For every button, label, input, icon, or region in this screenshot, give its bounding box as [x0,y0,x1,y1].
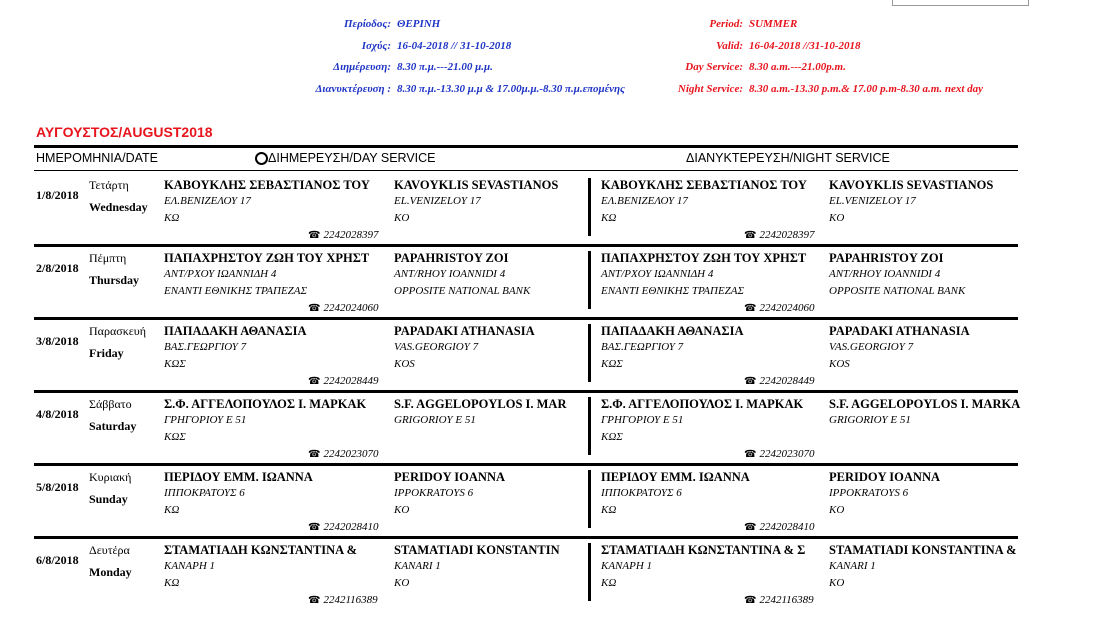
day-service-address-gr: ΑΝΤ/ΡΧΟΥ ΙΩΑΝΝΙΔΗ 4 [164,268,277,280]
night-service-name-en: KAVOYKLIS SEVASTIANOS [829,178,994,192]
day-service-name-gr: ΠΑΠΑΔΑΚΗ ΑΘΑΝΑΣΙΑ [164,324,307,338]
night-service-value-en: 8.30 a.m.-13.30 p.m.& 17.00 p.m-8.30 a.m. next day [749,83,984,95]
night-service-label-en: Night Service: [677,83,743,95]
phone-number: 2242023070 [323,448,379,460]
night-service-address-gr: ΒΑΣ.ΓΕΩΡΓΙΟΥ 7 [601,341,684,353]
phone-icon: ☎ [308,230,321,241]
night-service-phone [744,594,814,606]
night-service-name-gr: ΠΑΠΑΔΑΚΗ ΑΘΑΝΑΣΙΑ [601,324,744,338]
phone-icon: ☎ [308,449,321,460]
phone-number: 2242028410 [759,521,815,533]
row-weekday-gr: Παρασκευή [89,324,146,338]
night-service-address-gr: ΑΝΤ/ΡΧΟΥ ΙΩΑΝΝΙΔΗ 4 [601,268,714,280]
night-service-name-en: PAPADAKI ATHANASIA [829,324,970,338]
row-weekday-en: Monday [89,565,132,579]
day-service-extra-gr: ΚΩΣ [164,358,186,370]
night-service-address-gr: ΓΡΗΓΟΡΙΟΥ Ε 51 [601,414,684,426]
row-date: 4/8/2018 [36,407,79,421]
row-weekday-gr: Κυριακή [89,470,132,484]
row-separator [34,390,1018,393]
day-service-name-en: PAPADAKI ATHANASIA [394,324,535,338]
column-header-night-service: ΔΙΑΝΥΚΤΕΡΕΥΣΗ/NIGHT SERVICE [686,151,890,165]
day-service-extra-gr: ΕΝΑΝΤΙ ΕΘΝΙΚΗΣ ΤΡΑΠΕΖΑΣ [164,285,308,297]
phone-number: 2242116389 [759,594,814,606]
table-row [0,318,1116,391]
phone-icon: ☎ [308,595,321,606]
row-weekday-en: Friday [89,346,124,360]
day-service-address-en: EL.VENIZELOY 17 [394,195,481,207]
valid-value-en: 16-04-2018 //31-10-2018 [749,40,861,52]
night-service-extra-en: OPPOSITE NATIONAL BANK [829,285,966,297]
row-weekday-en: Saturday [89,419,137,433]
day-service-phone [308,375,378,387]
phone-number: 2242023070 [759,448,815,460]
day-service-address-en: VAS.GEORGIOY 7 [394,341,479,353]
day-service-label-en: Day Service: [685,61,743,73]
phone-number: 2242024060 [759,302,815,314]
night-service-extra-gr: ΕΝΑΝΤΙ ΕΘΝΙΚΗΣ ΤΡΑΠΕΖΑΣ [601,285,745,297]
table-row [0,391,1116,464]
day-service-address-gr: ΒΑΣ.ΓΕΩΡΓΙΟΥ 7 [164,341,247,353]
day-service-address-gr: ΚΑΝΑΡΗ 1 [164,560,216,572]
day-service-name-en: KAVOYKLIS SEVASTIANOS [394,178,559,192]
day-service-phone [308,302,378,314]
row-separator [34,536,1018,539]
period-label-gr: Περίοδος: [344,18,391,30]
period-label-en: Period: [709,18,743,30]
day-service-name-en: S.F. AGGELOPOYLOS I. MAR [394,397,567,411]
day-service-extra-en: KOS [394,358,415,370]
row-separator [34,317,1018,320]
day-service-phone [308,448,378,460]
night-service-address-en: VAS.GEORGIOY 7 [829,341,914,353]
day-service-extra-en: OPPOSITE NATIONAL BANK [394,285,531,297]
night-service-address-en: GRIGORIOY E 51 [829,414,911,426]
column-header-day-service: ΔΙΗΜΕΡΕΥΣΗ/DAY SERVICE [268,151,436,165]
day-service-name-gr: ΠΕΡΙΔΟΥ ΕΜΜ. ΙΩΑΝΝΑ [164,470,313,484]
night-service-address-gr: ΕΛ.ΒΕΝΙΖΕΛΟΥ 17 [601,195,688,207]
night-service-label-gr: Διανυκτέρευση : [315,83,391,95]
night-service-name-gr: ΠΕΡΙΔΟΥ ΕΜΜ. ΙΩΑΝΝΑ [601,470,750,484]
night-service-name-gr: ΚΑΒΟΥΚΛΗΣ ΣΕΒΑΣΤΙΑΝΟΣ ΤΟΥ [601,178,807,192]
table-row [0,537,1116,610]
day-service-name-en: PAPAHRISTOY ZOI [394,251,509,265]
night-service-phone [744,229,814,241]
phone-icon: ☎ [744,376,757,387]
day-service-name-en: PERIDOY IOANNA [394,470,505,484]
night-service-extra-gr: ΚΩ [601,504,617,516]
row-weekday-gr: Σάββατο [89,397,132,411]
night-service-extra-gr: ΚΩΣ [601,358,623,370]
day-service-phone [308,229,378,241]
phone-icon: ☎ [308,303,321,314]
row-separator [34,244,1018,247]
phone-number: 2242028397 [759,229,815,241]
night-service-address-en: KANARI 1 [829,560,876,572]
phone-number: 2242028449 [323,375,379,387]
valid-value-gr: 16-04-2018 // 31-10-2018 [397,40,512,52]
night-service-extra-gr: ΚΩ [601,212,617,224]
night-service-address-gr: ΚΑΝΑΡΗ 1 [601,560,653,572]
row-date: 1/8/2018 [36,188,79,202]
phone-number: 2242028449 [759,375,815,387]
night-service-extra-en: KOS [829,358,850,370]
day-service-value-en: 8.30 a.m.---21.00p.m. [749,61,846,73]
header-bottom-rule [34,170,1018,171]
day-service-extra-gr: ΚΩ [164,577,180,589]
night-service-name-en: S.F. AGGELOPOYLOS I. MARKA [829,397,1021,411]
night-service-extra-gr: ΚΩ [601,577,617,589]
day-service-value-gr: 8.30 π.μ.---21.00 μ.μ. [397,61,493,73]
day-service-address-en: ANT/RHOY IOANNIDI 4 [394,268,506,280]
column-header-date: ΗΜΕΡΟΜΗΝΙΑ/DATE [36,151,158,165]
column-divider [588,470,591,528]
phone-icon: ☎ [744,449,757,460]
day-service-address-gr: ΙΠΠΟΚΡΑΤΟΥΣ 6 [164,487,245,499]
night-service-phone [744,302,814,314]
night-service-phone [744,375,814,387]
phone-icon: ☎ [744,522,757,533]
period-value-en: SUMMER [749,18,798,30]
night-service-phone [744,448,814,460]
row-weekday-en: Wednesday [89,200,148,214]
day-service-label-gr: Διημέρευση: [333,61,391,73]
night-service-address-en: EL.VENIZELOY 17 [829,195,916,207]
period-value-gr: ΘΕΡΙΝΗ [397,18,441,30]
night-service-name-en: STAMATIADI KONSTANTINA & [829,543,1017,557]
day-service-phone [308,594,378,606]
day-service-extra-en: KO [394,577,410,589]
day-service-address-en: GRIGORIOY E 51 [394,414,476,426]
column-divider [588,251,591,309]
row-separator [34,463,1018,466]
night-service-address-en: IPPOKRATOYS 6 [829,487,909,499]
row-weekday-gr: Πέμπτη [89,251,127,265]
day-service-extra-gr: ΚΩ [164,504,180,516]
column-divider [588,543,591,601]
night-service-extra-gr: ΚΩΣ [601,431,623,443]
day-service-address-gr: ΓΡΗΓΟΡΙΟΥ Ε 51 [164,414,247,426]
row-date: 6/8/2018 [36,553,79,567]
day-service-name-gr: ΠΑΠΑΧΡΗΣΤΟΥ ΖΩΗ ΤΟΥ ΧΡΗΣΤ [164,251,370,265]
table-row [0,172,1116,245]
night-service-extra-en: KO [829,577,845,589]
phone-number: 2242116389 [323,594,378,606]
circle-icon [255,152,268,165]
phone-icon: ☎ [308,376,321,387]
day-service-extra-gr: ΚΩ [164,212,180,224]
row-weekday-en: Thursday [89,273,140,287]
day-service-name-gr: ΣΤΑΜΑΤΙΑΔΗ ΚΩΝΣΤΑΝΤΙΝΑ & [164,543,358,557]
night-service-name-gr: ΣΤΑΜΑΤΙΑΔΗ ΚΩΝΣΤΑΝΤΙΝΑ & Σ [601,543,806,557]
row-weekday-gr: Τετάρτη [89,178,129,192]
phone-number: 2242028410 [323,521,379,533]
column-divider [588,397,591,455]
day-service-address-en: IPPOKRATOYS 6 [394,487,474,499]
night-service-name-en: PAPAHRISTOY ZOI [829,251,944,265]
day-service-extra-en: KO [394,212,410,224]
row-weekday-en: Sunday [89,492,128,506]
valid-label-gr: Ισχύς: [361,40,391,52]
day-service-name-gr: ΚΑΒΟΥΚΛΗΣ ΣΕΒΑΣΤΙΑΝΟΣ ΤΟΥ [164,178,370,192]
night-service-name-gr: ΠΑΠΑΧΡΗΣΤΟΥ ΖΩΗ ΤΟΥ ΧΡΗΣΤ [601,251,807,265]
night-service-name-gr: Σ.Φ. ΑΓΓΕΛΟΠΟΥΛΟΣ Ι. ΜΑΡΚΑΚ [601,397,804,411]
phone-number: 2242028397 [323,229,379,241]
row-date: 3/8/2018 [36,334,79,348]
day-service-extra-gr: ΚΩΣ [164,431,186,443]
column-divider [588,178,591,236]
month-title: ΑΥΓΟΥΣΤΟΣ/AUGUST2018 [36,124,213,140]
phone-icon: ☎ [744,230,757,241]
top-field-box [892,0,1029,6]
table-top-rule [34,145,1018,148]
table-row [0,464,1116,537]
night-service-extra-en: KO [829,212,845,224]
day-service-phone [308,521,378,533]
day-service-extra-en: KO [394,504,410,516]
phone-icon: ☎ [308,522,321,533]
phone-icon: ☎ [744,303,757,314]
valid-label-en: Valid: [716,40,743,52]
day-service-address-en: KANARI 1 [394,560,441,572]
night-service-address-gr: ΙΠΠΟΚΡΑΤΟΥΣ 6 [601,487,682,499]
night-service-phone [744,521,814,533]
day-service-name-en: STAMATIADI KONSTANTIN [394,543,560,557]
day-service-address-gr: ΕΛ.ΒΕΝΙΖΕΛΟΥ 17 [164,195,251,207]
row-date: 5/8/2018 [36,480,79,494]
phone-icon: ☎ [744,595,757,606]
table-row [0,245,1116,318]
phone-number: 2242024060 [323,302,379,314]
row-weekday-gr: Δευτέρα [89,543,130,557]
day-service-name-gr: Σ.Φ. ΑΓΓΕΛΟΠΟΥΛΟΣ Ι. ΜΑΡΚΑΚ [164,397,367,411]
column-divider [588,324,591,382]
night-service-name-en: PERIDOY IOANNA [829,470,940,484]
night-service-address-en: ANT/RHOY IOANNIDI 4 [829,268,941,280]
night-service-extra-en: KO [829,504,845,516]
night-service-value-gr: 8.30 π.μ.-13.30 μ.μ & 17.00μ.μ.-8.30 π.μ.επομένης [397,83,625,95]
row-date: 2/8/2018 [36,261,79,275]
